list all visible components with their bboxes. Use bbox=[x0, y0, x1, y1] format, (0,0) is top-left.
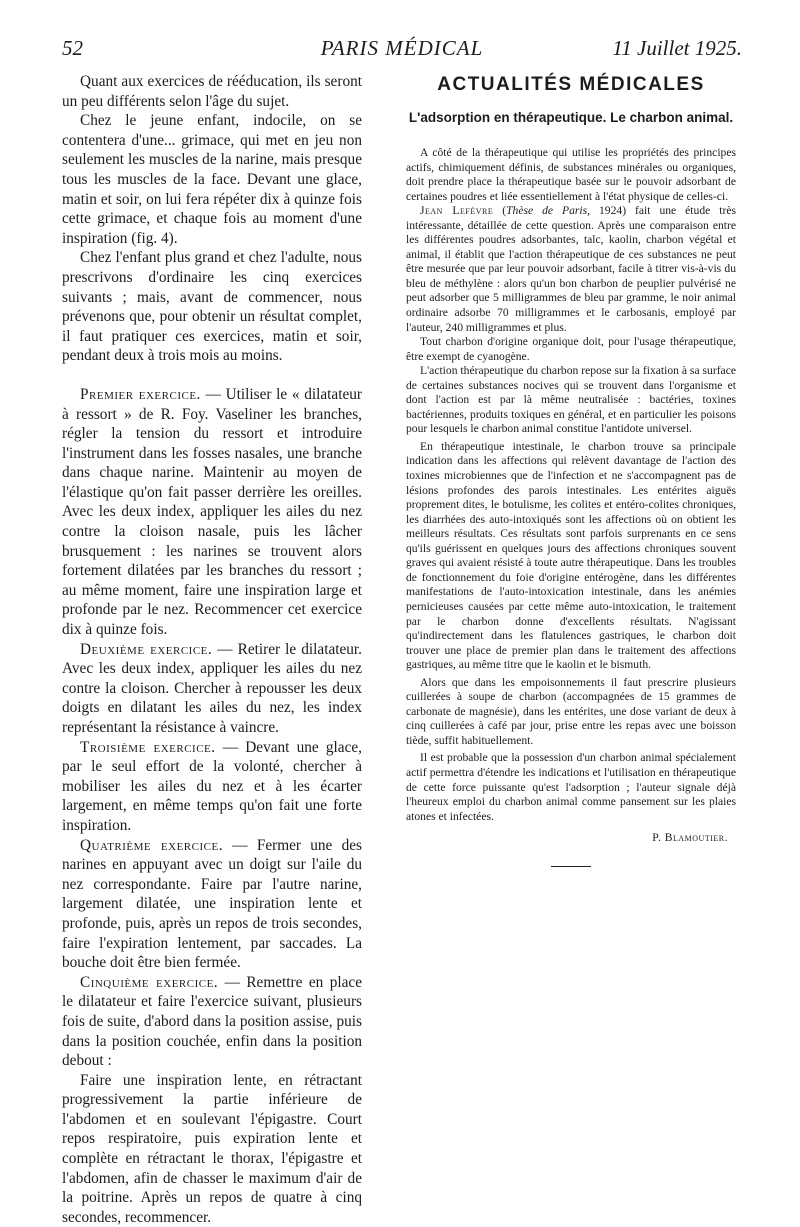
page-header bbox=[62, 36, 742, 64]
paragraph-young-child: Chez le jeune enfant, indocile, on se contentera d'une... grimace, qui met en jeu non seulement les muscles de la narine, mais presque tous les muscles de la face. Devant une glace, matin et soir, on lui fera répéter dix à quinze fois cette grimace, et chaque fois au moment d'une inspiration (fig. 4). bbox=[62, 112, 362, 247]
thesis-year: , 1924) bbox=[587, 204, 627, 218]
article-paragraph-4: L'action thérapeutique du charbon repose sur la fixation à sa surface de certaines substances nocives qui se trouvent dans l'organisme et dont l'action est par là même neutralisée : bactéries, toxines bactériennes, produits toxiques en général, et en particulier les poisons pour lesquels le charbon animal constitue l'antidote universel. bbox=[406, 364, 736, 436]
article-paragraph-2-text: fait une étude très intéressante, détaillée de cette question. Après une comparaison entre les différentes poudres adsorbantes, talc, kaolin, charbon végétal et animal, il établit que l'action thérapeutique de ces substances ne peut être mesurée que par leur pouvoir adsorbant, facile à titrer vis-à-vis du bleu de méthylène : alors qu'un bon charbon de peuplier pulvérisé ne peut adsorber que 5 milligrammes de bleu par gramme, le noir animal ordinaire adsorbe 70 milligrammes et le carbosanis, employé par l'auteur, 240 milligrammes et plus. bbox=[406, 204, 736, 334]
thesis-reference: Thèse de Paris bbox=[506, 204, 588, 218]
exercise-3-text: — Devant une glace, par le seul effort de la volonté, chercher à mobiliser les ailes du nez et à les écarter largement, en même temps qu'on fait une forte inspiration. bbox=[62, 738, 362, 834]
article-paragraph-7: Il est probable que la possession d'un charbon animal spécialement actif permettra d'étendre les indications et l'utilisation en thérapeutique de cette force puissante qu'est l'adsorption ; l'auteur signale déjà l'heureux emploi du charbon animal comme pansement sur les plaies atones et infectées. bbox=[406, 751, 736, 823]
section-title: ACTUALITÉS MÉDICALES bbox=[437, 74, 705, 95]
right-column bbox=[406, 72, 736, 867]
exercise-3-label: Troisième exercice. bbox=[80, 738, 216, 756]
exercise-5-label: Cinquième exercice. bbox=[80, 973, 219, 991]
exercise-1-text: — Utiliser le « dilatateur à ressort » de R. Foy. Vaseliner les branches, régler la tension du ressort et introduire l'instrument dans les fosses nasales, une branche dans chaque narine. Maintenir au moyen de l'élastique qu'on fait passer derrière les oreilles. Avec les deux index, appliquer les ailes du nez contre la cloison nasale, puis les lâcher brusquement : les narines se trouvent alors fortement dilatées par les branches du ressort ; au même moment, faire une inspiration large et profonde par le nez. Recommencer cet exercice dix à quinze fois. bbox=[62, 385, 362, 639]
article-paragraph-5: En thérapeutique intestinale, le charbon trouve sa principale indication dans les affections qui relèvent davantage de l'action des toxines microbiennes que de l'infection et ne s'accompagnent pas de lésions profondes des parois intestinales. Les entérites aiguës proprement dites, le botulisme, les colites et entéro-colites chroniques, les diarrhées des auto-intoxiqués sont les affections où on obtient les meilleurs résultats. Ces résultats sont parfois surprenants en ce sens qu'ils guérissent en quelques jours des affections chroniques souvent graves qui avaient résisté à toute autre thérapeutique. Dans les troubles de fonctionnement du foie d'origine entérogène, dans les différentes manifestations de l'auto-intoxication intestinale, dans les anémies pernicieuses causées par cette même auto-intoxication, le traitement par le charbon donne d'excellents résultats. N'agissant qu'indirectement dans les flatulences gastriques, le charbon doit trouver une place de premier plan dans le traitement des affections gastriques, au même titre que le kaolin et le bismuth. bbox=[406, 439, 736, 672]
article-paragraph-2: Jean Lefèvre (Thèse de Paris, 1924) fait une étude très intéressante, détaillée de cette question. Après une comparaison entre les différentes poudres adsorbantes, talc, kaolin, charbon végétal et animal, il établit que l'action thérapeutique de ces substances ne peut être mesurée que par leur pouvoir adsorbant, facile à titrer vis-à-vis du bleu de méthylène : alors qu'un bon charbon de peuplier pulvérisé ne peut adsorber que 5 milligrammes de bleu par gramme, le noir animal ordinaire adsorbe 70 milligrammes et le carbosanis, employé par l'auteur, 240 milligrammes et plus. bbox=[406, 204, 736, 334]
author-name: Jean Lefèvre bbox=[420, 204, 494, 218]
exercise-4-label: Quatrième exercice. bbox=[80, 836, 224, 854]
exercise-2-text: — Retirer le dilatateur. Avec les deux index, appliquer les ailes du nez contre la cloison. Chercher à repousser les deux doigts en dilatant les ailes du nez, les index représentant la résistance à vaincre. bbox=[62, 640, 362, 736]
issue-date: 11 Juillet 1925. bbox=[612, 36, 742, 60]
journal-title: PARIS MÉDICAL bbox=[320, 36, 484, 60]
signature-text: P. Blamoutier. bbox=[652, 831, 728, 845]
exercise-5 bbox=[62, 973, 362, 1071]
article-paragraph-3: Tout charbon d'origine organique doit, pour l'usage thérapeutique, être exempt de cyanogène. bbox=[406, 335, 736, 363]
paragraph-breathing: Faire une inspiration lente, en rétractant progressivement la partie inférieure de l'abdomen et en soulevant l'épigastre. Court repos respiratoire, puis expiration lente et complète en rétractant le thorax, l'épigastre et l'abdomen, afin de chasser le maximum d'air de la poitrine. Après un repos de quatre à cinq secondes, recommencer. bbox=[62, 1071, 362, 1226]
article-body bbox=[406, 146, 736, 824]
exercise-2-label: Deuxième exercice. bbox=[80, 640, 213, 658]
article-signature bbox=[406, 831, 736, 844]
exercise-4 bbox=[62, 836, 362, 973]
article-paragraph-6: Alors que dans les empoisonnements il faut prescrire plusieurs cuillerées à soupe de charbon (accompagnées de 15 grammes de carbonate de magnésie), dans les entérites, une dose variant de deux à cinq cuillerées à café par jour, prise entre les repas avec une boisson tiède, suffit habituellement. bbox=[406, 675, 736, 747]
paragraph-older-child: Chez l'enfant plus grand et chez l'adulte, nous prescrivons d'ordinaire les cinq exercices suivants ; mais, avant de commencer, nous prévenons que, pour obtenir un résultat complet, il faut pratiquer ces exercices, matin et soir, pendant deux à trois mois au moins. bbox=[62, 249, 362, 365]
exercise-1-label: Premier exercice. bbox=[80, 385, 201, 403]
left-column bbox=[62, 72, 362, 1227]
page-number: 52 bbox=[62, 36, 83, 60]
exercise-3 bbox=[62, 738, 362, 836]
exercise-1 bbox=[62, 385, 362, 640]
exercise-4-text: — Fermer une des narines en appuyant avec un doigt sur l'aile du nez correspondante. Faire par l'autre narine, largement dilatée, une inspiration lente et profonde, puis, après un repos de trois secondes, faire l'expiration lentement, par saccades. La bouche doit être bien fermée. bbox=[62, 836, 362, 972]
exercise-5-text: — Remettre en place le dilatateur et faire l'exercice suivant, plusieurs fois de suite, d'abord dans la position assise, puis dans la position couchée, enfin dans la position debout : bbox=[62, 973, 362, 1070]
closing-rule bbox=[551, 866, 591, 867]
exercise-2 bbox=[62, 640, 362, 738]
paragraph-reeducation: Quant aux exercices de rééducation, ils seront un peu différents selon l'âge du sujet. bbox=[62, 73, 362, 110]
article-paragraph-1: A côté de la thérapeutique qui utilise les propriétés des principes actifs, chimiquement définis, de substances minérales ou organiques, doit prendre place la thérapeutique basée sur le pouvoir adsorbant de certaines poudres et liée essentiellement à l'état physique de celles-ci. bbox=[406, 146, 736, 203]
article-title: L'adsorption en thérapeutique. Le charbon animal. bbox=[408, 110, 734, 125]
